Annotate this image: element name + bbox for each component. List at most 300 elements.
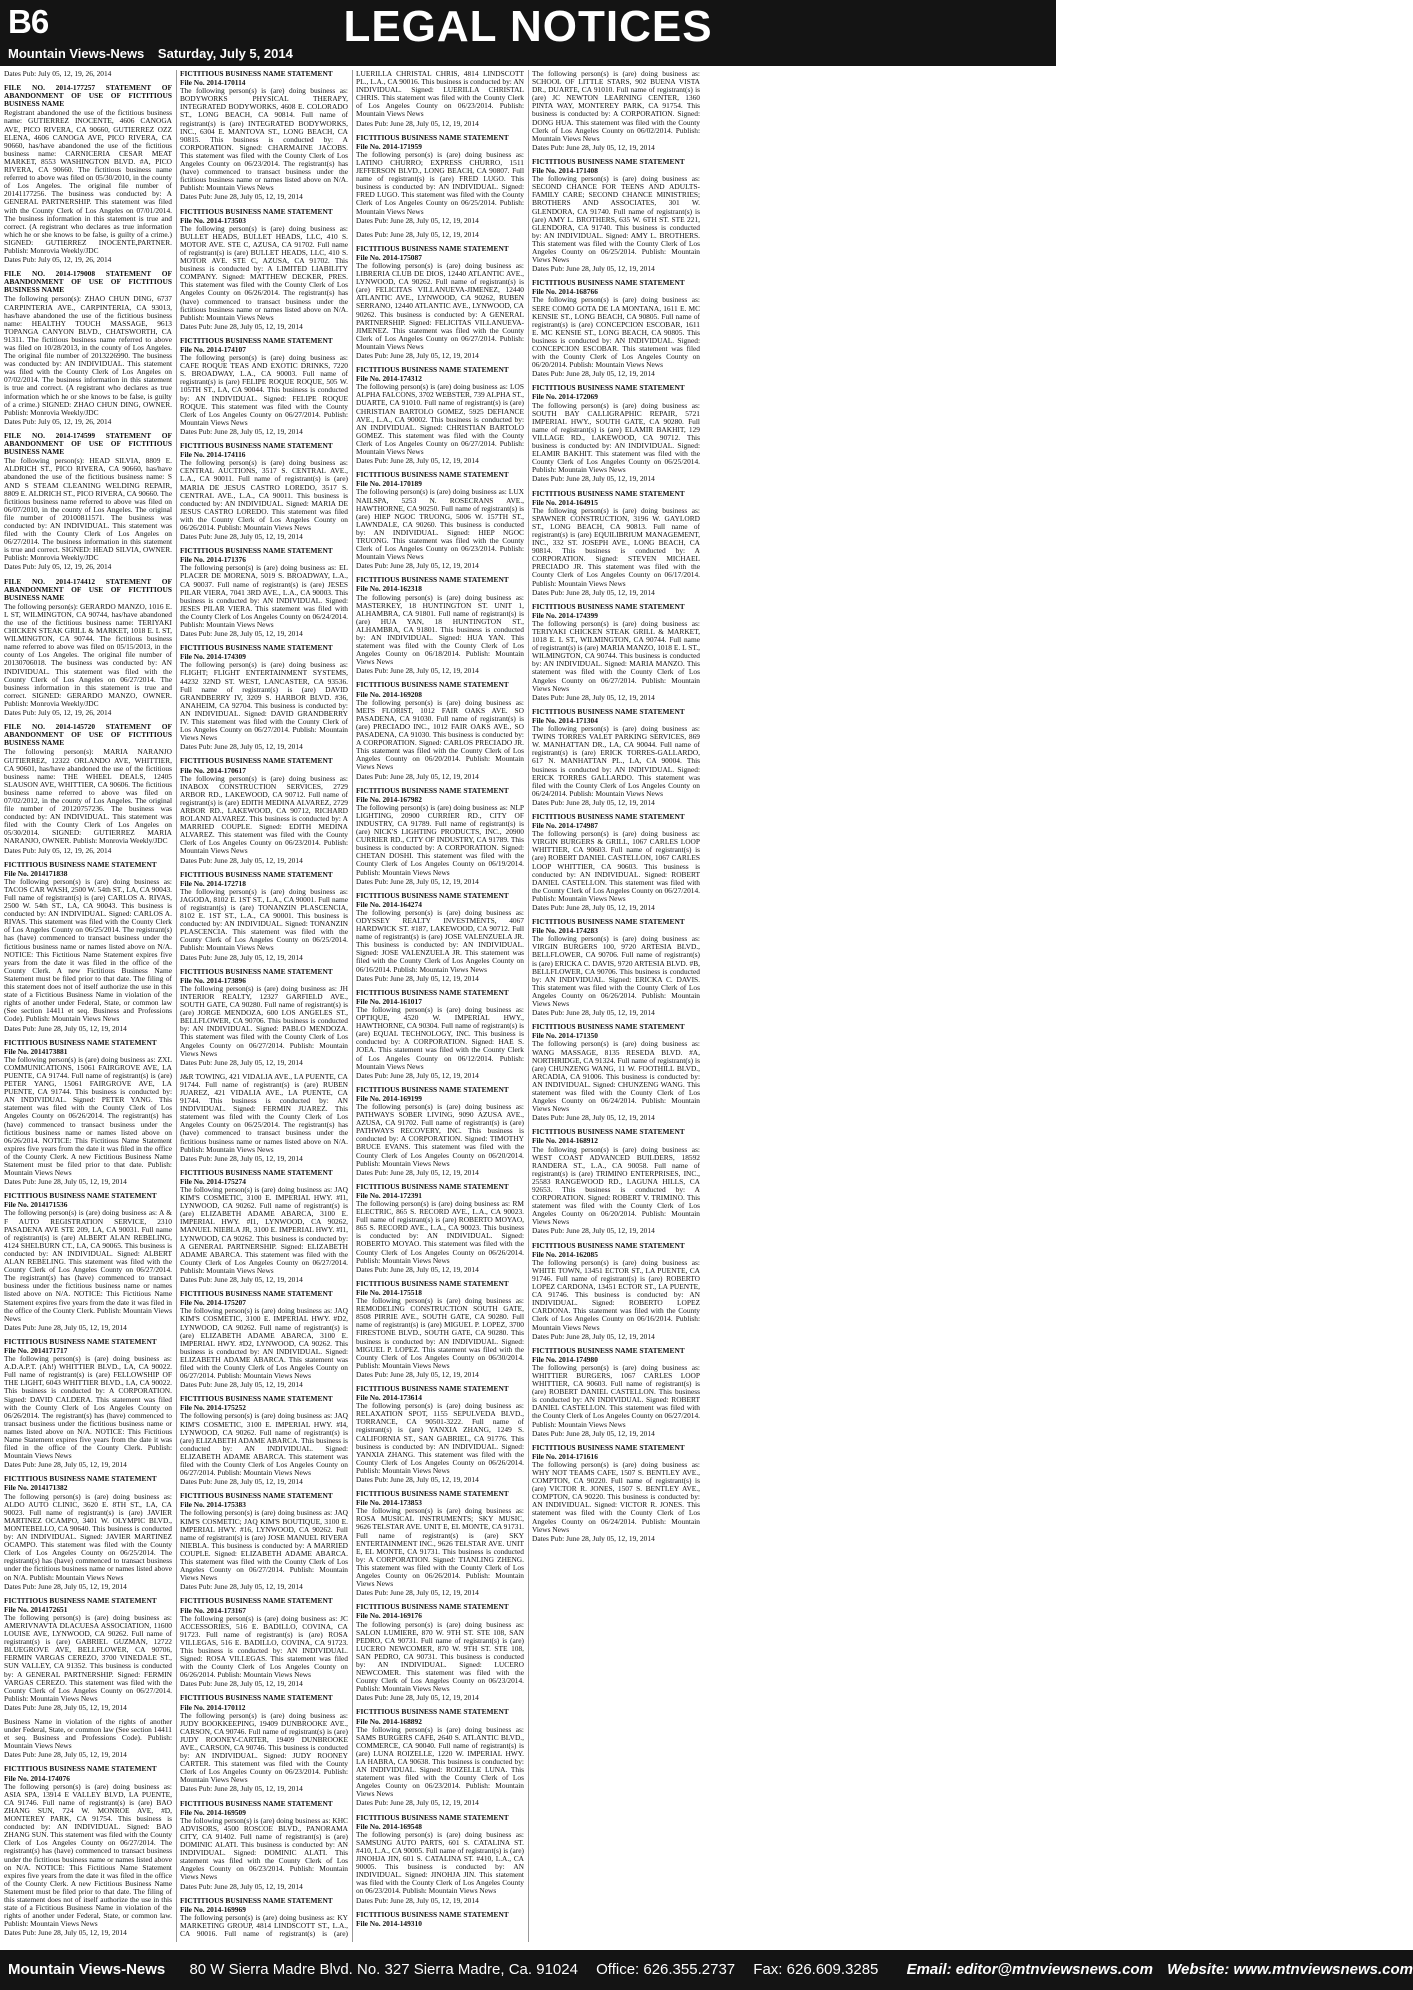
legal-notice [356,787,524,886]
notice-body: J&R TOWING, 421 VIDALIA AVE., LA PUENTE, CA 91744. Full name of registrant(s) is (are) RUBEN JUAREZ, 421 VIDALIA AVE., LA PUENTE, CA 91744. This business is conducted by: AN INDIVIDUAL. Signed: FERMIN JUAREZ. This statement was filed with the County Clerk of Los Angeles County on 06/25/2014. The registrant(s) has (have) commenced to transact business under the fictitious business name or names listed above on N/A. Publish: Mountain Views News [180,1071,348,1154]
notice-heading: FICTITIOUS BUSINESS NAME STATEMENT [180,966,333,976]
notice-file-number: File No. 2014-170189 [356,479,422,489]
notice-publication-dates: Dates Pub: June 28, July 05, 12, 19, 2014 [356,1070,479,1080]
notice-file-number: File No. 2014171717 [4,1345,68,1355]
notice-body: The following person(s) is (are) doing business as: ASIA SPA, 13914 E VALLEY BLVD, LA PUENTE, CA 91746. Full name of registrant(s) is (are) BAO ZHANG SUN, 724 W. MONROE AVE, #D, MONTEREY PARK, CA 91754. This business is conducted by: AN INDIVIDUAL. Signed: BAO ZHANG SUN. This statement was filed with the County Clerk of Los Angeles County on 06/27/2014. The registrant(s) has (have) commenced to transact business under the fictitious business name or names listed above on N/A. NOTICE: This Fictitious Name Statement expires five years from the date it was filed in the office of the County Clerk. A new Fictitious Business Name Statement must be filed prior to that date. The filing of this statement does not of itself authorize the use in this state of a Fictitious Business Name in violation of the rights of another under Federal, State, or common law. Publish: Mountain Views News [4,1781,172,1929]
notice-file-number: File No. 2014-169548 [356,1821,422,1831]
notice-body: The following person(s) is (are) doing business as: SAMSUNG AUTO PARTS, 601 S. CATALINA ST. #410, L.A., CA 90005. Full name of registrant(s) is (are) JINOHJA JIN, 601 S. CATALINA ST. #410, L.A., CA 90005. This business is conducted by: AN INDIVIDUAL. Signed: JINOHJA JIN. This statement was filed with the County Clerk of Los Angeles County on 06/23/2014. Publish: Mountain Views News [356,1829,524,1896]
notice-body: The following person(s) is (are) doing business as: SECOND CHANCE FOR TEENS AND ADULTS-FAMILY CARE; SECOND CHANCE MINISTRIES; BROTHERS AND ASSOCIATES, 301 W. GLENDORA, CA 91740. Full name of registrant(s) is (are) AMY L. BROTHERS, 635 W. 6TH ST. STE 221, GLENDORA, CA 91740. This business is conducted by: AN INDIVIDUAL. Signed: AMY L. BROTHERS. This statement was filed with the County Clerk of Los Angeles County on 06/25/2014. Publish: Mountain Views News [532,174,700,265]
notice-publication-dates: Dates Pub: June 28, July 05, 12, 19, 2014 [356,118,479,128]
notice-file-number: File No. 2014-173167 [180,1605,246,1615]
notice-publication-dates: Dates Pub: June 28, July 05, 12, 19, 2014 [180,1881,303,1891]
notice-file-number: File No. 2014-172069 [532,392,598,402]
notice-body: The following person(s) is (are) doing business as: SOUTH BAY CALLIGRAPHIC REPAIR, 5721 IMPERIAL HWY., SOUTH GATE, CA 90280. Full name of registrant(s) is (are) ELAMIR BAKHIT, 129 VILLAGE RD., LAKEWOOD, CA 90712. This business is conducted by: AN INDIVIDUAL. Signed: ELAMIR BAKHIT. This statement was filed with the County Clerk of Los Angeles County on 06/25/2014. Publish: Mountain Views News [532,400,700,475]
legal-notice [532,918,700,1017]
notice-file-number: File No. 2014-149310 [356,1918,422,1928]
notice-body: The following person(s) is (are) doing business as: WANG MASSAGE, 8135 RESEDA BLVD. #A, NORTHRIDGE, CA 91324. Full name of registrant(s) is (are) CHUNZENG WANG, 11 W. FOOTHILL BLVD., ARCADIA, CA 91006. This business is conducted by: AN INDIVIDUAL. Signed: CHUNZENG WANG. This statement was filed with the County Clerk of Los Angeles County on 06/24/2014. Publish: Mountain Views News [532,1039,700,1114]
notice-body: The following person(s) is (are) doing business as: A & F AUTO REGISTRATION SERVICE, 2310 PASADENA AVE STE 209, LA, CA 90031. Full name of registrant(s) is (are) ALBERT ALAN REBELING, 4124 SHELBURN CT., LA, CA 90065. This business is conducted by: AN INDIVIDUAL. Signed: ALBERT ALAN REBELING. This statement was filed with the County Clerk of Los Angeles County on 06/27/2014. The registrant(s) has (have) commenced to transact business under the fictitious business name or names listed above on N/A. NOTICE: This Fictitious Name Statement expires five years from the date it was filed in the office of the County Clerk. Publish: Mountain Views News [4,1208,172,1323]
notice-publication-dates: Dates Pub: June 28, July 05, 12, 19, 2014 [180,1057,303,1067]
legal-notice [180,968,348,1067]
notice-body: The following person(s) is (are) doing business as: MASTERKEY, 18 HUNTINGTON ST. UNIT 1, ALHAMBRA, CA 91801. Full name of registrant(s) is (are) HUA YAN, 18 HUNTINGTON ST., ALHAMBRA, CA 91801. This business is conducted by: AN INDIVIDUAL. Signed: HUA YAN. This statement was filed with the County Clerk of Los Angeles County on 06/18/2014. Publish: Mountain Views News [356,592,524,667]
notice-body: The following person(s) is (are) doing business as: VIRGIN BURGERS 100, 9720 ARTESIA BLVD., BELLFLOWER, CA 90706. Full name of registrant(s) is (are) ERICKA C. DAVIS, 9720 ARTESIA BLVD. #B, BELLFLOWER, CA 90706. This business is conducted by: AN INDIVIDUAL. Signed: ERICKA C. DAVIS. This statement was filed with the County Clerk of Los Angeles County on 06/26/2014. Publish: Mountain Views News [532,934,700,1009]
notice-body: The following person(s) is (are) doing business as: JUDY BOOKKEEPING, 19409 DUNBROOKE AVE., CARSON, CA 90746. Full name of registrant(s) is (are) JUDY ROONEY-CARTER, 19409 DUNBROOKE AVE., CARSON, CA 90746. This business is conducted by: AN INDIVIDUAL. Signed: JUDY ROONEY CARTER. This statement was filed with the County Clerk of Los Angeles County on 06/23/2014. Publish: Mountain Views News [180,1710,348,1785]
notice-heading: FILE NO. 2014-145720 STATEMENT OF ABANDONMENT OF USE OF FICTITIOUS BUSINESS NAME [4,722,172,748]
notice-heading: FILE NO. 2014-179008 STATEMENT OF ABANDONMENT OF USE OF FICTITIOUS BUSINESS NAME [4,269,172,295]
notice-publication-dates: Dates Pub: June 28, July 05, 12, 19, 2014 [532,692,655,702]
legal-notice [180,1073,348,1163]
notice-body: The following person(s) is (are) doing business as: BULLET HEADS, BULLET HEADS, LLC, 410 S. MOTOR AVE. STE C, AZUSA, CA 91702. Full name of registrant(s) is (are) BULLET HEADS, LLC, 410 S. MOTOR AVE. STE C, AZUSA, CA 91702. This business is conducted by: A LIMITED LIABILITY COMPANY. Signed: MATTHEW DECKER, PRES. This statement was filed with the County Clerk of Los Angeles County on 06/26/2014. The registrant(s) has (have) commenced to transact business under the fictitious business name or names listed above on N/A. Publish: Mountain Views News [180,223,348,322]
notice-body: The following person(s) is (are) doing business as: TWINS TORRES VALET PARKING SERVICES, 869 W. MANHATTAN DR., LA, CA 90044. Full name of registrant(s) is (are) ERICK TORRES-GALLARDO, 617 N. MANHATTAN PL., LA, CA 90004. This business is conducted by: AN INDIVIDUAL. Signed: ERICK TORRES GALLARDO. This statement was filed with the County Clerk of Los Angeles County on 06/24/2014. Publish: Mountain Views News [532,724,700,798]
notice-body: The following person(s) is (are) doing business as: TERIYAKI CHICKEN STEAK GRILL & MARKET, 1018 E. L ST., WILMINGTON, CA 90744. Full name of registrant(s) is (are) MARIA MANZO, 1018 E. L ST., WILMINGTON, CA 90744. This business is conducted by: AN INDIVIDUAL. Signed: MARIA MANZO. This statement was filed with the County Clerk of Los Angeles County on 06/27/2014. Publish: Mountain Views News [532,618,700,693]
notice-publication-dates: Dates Pub: June 28, July 05, 12, 19, 2014 [4,1928,127,1938]
notice-publication-dates: Dates Pub: June 28, July 05, 12, 19, 2014 [356,876,479,886]
issue-date: Saturday, July 5, 2014 [157,46,293,61]
notice-publication-dates: Dates Pub: June 28, July 05, 12, 19, 2014 [356,561,479,571]
notice-publication-dates: Dates Pub: June 28, July 05, 12, 19, 2014 [532,474,655,484]
legal-notice [4,70,172,78]
notice-body: The following person(s) is (are) doing business as: JAGODA, 8102 E. 1ST ST., L.A., CA 90001. Full name of registrant(s) is (are) TONANZIN PLASCENCIA, 8102 E. 1ST ST., L.A., CA 90001. This business is conducted by: AN INDIVIDUAL. Signed: TONANZIN PLASCENCIA. This statement was filed with the County Clerk of Los Angeles County on 06/25/2014. Publish: Mountain Views News [180,886,348,953]
notice-body: The following person(s) is (are) doing business as: JAQ KIM'S COSMETIC, 3100 E. IMPERIAL HWY. #D2, LYNWOOD, CA 90262. Full name of registrant(s) is (are) ELIZABETH ADAME ABARCA, 3100 E. IMPERIAL HWY. #D2, LYNWOOD, CA 90262. This business is conducted by: AN INDIVIDUAL. Signed: ELIZABETH ADAME ABARCA. This statement was filed with the County Clerk of Los Angeles County on 06/27/2014. Publish: Mountain Views News [180,1306,348,1381]
legal-notice [4,861,172,1033]
notice-file-number: File No. 2014-162085 [532,1249,598,1259]
legal-notice [356,989,524,1080]
notice-publication-dates: Dates Pub: June 28, July 05, 12, 19, 2014 [4,1023,127,1033]
legal-notice [356,892,524,983]
legal-notice [356,1183,524,1274]
notice-publication-dates: Dates Pub: June 28, July 05, 12, 19, 2014 [180,629,303,639]
notice-file-number: File No. 2014-175252 [180,1403,246,1413]
footer-fax: Fax: 626.609.3285 [753,1961,879,1978]
notice-file-number: File No. 2014-164274 [356,899,422,909]
notice-heading: FICTITIOUS BUSINESS NAME STATEMENT [532,383,685,393]
notice-file-number: File No. 2014171382 [4,1483,68,1493]
notice-publication-dates: Dates Pub: June 28, July 05, 12, 19, 2014 [532,1008,655,1018]
legal-notice [532,708,700,807]
footer-email: Email: editor@mtnviewsnews.com [906,1961,1153,1978]
notice-heading: FICTITIOUS BUSINESS NAME STATEMENT [356,1489,509,1499]
notice-file-number: File No. 2014-174309 [180,652,246,662]
notice-file-number: File No. 2014-174980 [532,1354,598,1364]
notice-publication-dates: Dates Pub: June 28, July 05, 12, 19, 2014 [180,1380,303,1390]
notice-body: The following person(s): GERARDO MANZO, 1016 E. L ST, WILMINGTON, CA 90744, has/have abandoned the use of the fictitious business name: TERIYAKI CHICKEN STEAK GRILL & MARKET, 1018 E. L ST, WILMINGTON, CA 90744. The fictitious business name referred to above was filed on 05/15/2013, in the county of Los Angeles. The original file number of 20130706018. The business was conducted by: AN INDIVIDUAL. This statement was filed with the County Clerk of Los Angeles on 06/27/2014. The business information in this statement is true and correct. SIGNED: GERARDO MANZO, OWNER. Publish: Monrovia Weekly/JDC [4,601,172,708]
page-number: B6 [8,3,49,40]
notice-heading: FICTITIOUS BUSINESS NAME STATEMENT [4,1191,157,1201]
notice-file-number: File No. 2014173881 [4,1046,68,1056]
notice-heading: FICTITIOUS BUSINESS NAME STATEMENT [356,785,509,795]
notice-heading: FILE NO. 2014-177257 STATEMENT OF ABANDONMENT OF USE OF FICTITIOUS BUSINESS NAME [4,83,172,109]
notice-publication-dates: Dates Pub: June 28, July 05, 12, 19, 2014 [356,771,479,781]
notice-body: The following person(s) is (are) doing business as: TACOS CAR WASH, 2500 W. 54th ST., LA, CA 90043. Full name of registrant(s) is (are) CARLOS A. RIVAS, 2500 W. 54th ST., LA, CA 90043. This business is conducted by: AN INDIVIDUAL. Signed: CARLOS A. RIVAS. This statement was filed with the County Clerk of Los Angeles County on 06/25/2014. The registrant(s) has (have) commenced to transact business under the fictitious business name or names listed above on N/A. NOTICE: This Fictitious Name Statement expires five years from the date it was filed in the office of the County Clerk. A new Fictitious Business Name Statement must be filed prior to that date. The filing of this statement does not of itself authorize the use in this state of a Fictitious Business Name in violation of the rights of another under Federal, State, or common law (See section 14411 et seq. Business and Professions Code). Publish: Mountain Views News [4,876,172,1024]
legal-notice [356,366,524,465]
notice-heading: FICTITIOUS BUSINESS NAME STATEMENT [356,1278,509,1288]
legal-notice [4,723,172,855]
notice-heading: FICTITIOUS BUSINESS NAME STATEMENT [180,756,333,766]
page-title: LEGAL NOTICES [343,2,713,51]
notice-heading: FICTITIOUS BUSINESS NAME STATEMENT [356,575,509,585]
notice-heading: FICTITIOUS BUSINESS NAME STATEMENT [532,1240,685,1250]
legal-notice [4,1338,172,1470]
notice-publication-dates: Dates Pub: June 28, July 05, 12, 19, 2014 [4,1322,127,1332]
notice-publication-dates: Dates Pub: June 28, July 05, 12, 19, 2014 [356,1693,479,1703]
legal-notice [532,490,700,597]
notice-heading: FICTITIOUS BUSINESS NAME STATEMENT [532,278,685,288]
notice-heading: FICTITIOUS BUSINESS NAME STATEMENT [180,206,333,216]
legal-notice [180,644,348,751]
legal-notice [4,1039,172,1187]
notice-file-number: File No. 2014-172391 [356,1190,422,1200]
notice-publication-dates: Dates Pub: June 28, July 05, 12, 19, 2014 [180,742,303,752]
notice-heading: FICTITIOUS BUSINESS NAME STATEMENT [532,811,685,821]
legal-notice [532,158,700,273]
notice-heading: FICTITIOUS BUSINESS NAME STATEMENT [532,1022,685,1032]
notice-file-number: File No. 2014-174312 [356,374,422,384]
notice-file-number: File No. 2014171536 [4,1200,68,1210]
notice-heading: FICTITIOUS BUSINESS NAME STATEMENT [180,546,333,556]
notice-heading: FICTITIOUS BUSINESS NAME STATEMENT [4,859,157,869]
notice-publication-dates: Dates Pub: June 28, July 05, 12, 19, 2014 [532,1428,655,1438]
notice-heading: FICTITIOUS BUSINESS NAME STATEMENT [356,890,509,900]
notice-publication-dates: Dates Pub: July 05, 12, 19, 26, 2014 [4,845,112,855]
notice-body: The following person(s) is (are) doing business as: NLP LIGHTING, 20900 CURRIER RD., CITY OF INDUSTRY, CA 91789. Full name of registrant(s) is (are) NICK'S LIGHTING PRODUCTS, INC., 20900 CURRIER RD., CITY OF INDUSTRY, CA 91789. This business is conducted by: A CORPORATION. Signed: CHETAN DOSHI. This statement was filed with the County Clerk of Los Angeles County on 06/19/2014. Publish: Mountain Views News [356,802,524,877]
notice-publication-dates: Dates Pub: June 28, July 05, 12, 19, 2014 [532,264,655,274]
notice-body: The following person(s) is (are) doing business as: RM ELECTRIC, 865 S. RECORD AVE., L.A., CA 90023. Full name of registrant(s) is (are) ROBERTO MOYAO, 865 S. RECORD AVE., L.A., CA 90023. This business is conducted by: AN INDIVIDUAL. Signed: ROBERTO MOYAO. This statement was filed with the County Clerk of Los Angeles County on 06/26/2014. Publish: Mountain Views News [356,1199,524,1265]
notice-file-number: File No. 2014-170114 [180,78,246,88]
notice-body: The following person(s) is (are) doing business as: ZXL COMMUNICATIONS, 15061 FAIRGROVE AVE, LA PUENTE, CA 91744. Full name of registrant(s) is (are) PETER YANG, 15061 FAIRGROVE AVE, LA PUENTE, CA 91744. This business is conducted by: AN INDIVIDUAL. Signed: PETER YANG. This statement was filed with the County Clerk of Los Angeles County on 06/26/2014. The registrant(s) has (have) commenced to transact business under the fictitious business name or names listed above on 06/26/2014. NOTICE: This Fictitious Name Statement expires five years from the date it was filed in the office of the County Clerk. A new Fictitious Business Name Statement must be filed prior to that date. Publish: Mountain Views News [4,1054,172,1178]
notice-publication-dates: Dates Pub: June 28, July 05, 12, 19, 2014 [4,1460,127,1470]
notice-heading: FILE NO. 2014-174412 STATEMENT OF ABANDONMENT OF USE OF FICTITIOUS BUSINESS NAME [4,576,172,602]
notice-body: The following person(s): ZHAO CHUN DING, 6737 CARPINTERIA AVE., CARPINTERIA, CA 93013, has/have abandoned the use of the fictitious business name: HEALTHY TOUCH MASSAGE, 9613 TOPANGA CANYON BLVD., CHATSWORTH, CA 91311. The fictitious business name referred to above was filed on 10/28/2013, in the county of Los Angeles. The original file number of 2013226990. The business was conducted by: AN INDIVIDUAL. This statement was filed with the County Clerk of Los Angeles on 07/02/2014. The business information in this statement is true and correct. (A registrant who declares as true information which he or she knows to be false, is guilty of a crime.) SIGNED: ZHAO CHUN DING, OWNER. Publish: Monrovia Weekly/JDC [4,294,172,417]
legal-notice [180,757,348,864]
notice-file-number: File No. 2014-171350 [532,1031,598,1041]
legal-notice [4,84,172,264]
legal-notice [4,578,172,718]
legal-notice [180,1694,348,1793]
notice-body: The following person(s) is (are) doing business as: WHITE TOWN, 13451 ECTOR ST., LA PUENTE, CA 91746. Full name of registrant(s) is (are) ROBERTO LOPEZ CARDONA, 13451 ECTOR ST., LA PUENTE, CA 91746. This business is conducted by: AN INDIVIDUAL. Signed: ROBERTO LOPEZ CARDONA. This statement was filed with the County Clerk of Los Angeles County on 06/16/2014. Publish: Mountain Views News [532,1257,700,1332]
legal-notice [356,471,524,570]
notice-heading: FICTITIOUS BUSINESS NAME STATEMENT [180,1596,333,1606]
notice-file-number: File No. 2014-174116 [180,450,246,460]
notice-publication-dates: Dates Pub: June 28, July 05, 12, 19, 2014 [532,142,655,152]
footer-address: 80 W Sierra Madre Blvd. No. 327 Sierra Madre, Ca. 91024 [189,1961,578,1978]
footer-website: Website: www.mtnviewsnews.com [1167,1961,1413,1978]
notice-publication-dates: Dates Pub: June 28, July 05, 12, 19, 2014 [532,903,655,912]
notice-heading: FICTITIOUS BUSINESS NAME STATEMENT [532,488,685,498]
notice-heading: FICTITIOUS BUSINESS NAME STATEMENT [180,1289,333,1299]
notice-body: The following person(s): HEAD SILVIA, 8809 E. ALDRICH ST., PICO RIVERA, CA 90660, has/have abandoned the use of the fictitious business name: S AND S STEAM CLEANING WELDING REPAIR, 8809 E. ALDRICH ST., PICO RIVERA, CA 90660. The fictitious business name referred to above was filed on 06/07/2010, in the county of Los Angeles. The original file number of 20100811571. The business was conducted by: AN INDIVIDUAL. This statement was filed with the County Clerk of Los Angeles on 06/27/2014. The business information in this statement is true and correct. SIGNED: HEAD SILVIA, OWNER. Publish: Monrovia Weekly/JDC [4,456,172,563]
legal-notice [4,1475,172,1590]
notice-body: The following person(s) is (are) doing business as: ALDO AUTO CLINIC, 3620 E. 8TH ST., LA, CA 90023. Full name of registrant(s) is (are) JAVIER MARTINEZ OCAMPO, 3401 W. OLYMPIC BLVD., MONTEBELLO, CA 90640. This business is conducted by: AN INDIVIDUAL. Signed: JAVIER MARTINEZ OCAMPO. This statement was filed with the County Clerk of Los Angeles County on 06/25/2014. The registrant(s) has (have) commenced to transact business under the fictitious business name or names listed above on N/A. Publish: Mountain Views News [4,1491,172,1582]
legal-notice [356,1708,524,1807]
notice-publication-dates: Dates Pub: June 28, July 05, 12, 19, 2014 [180,192,303,202]
notice-file-number: File No. 2014-173896 [180,975,246,985]
notice-publication-dates: Dates Pub: June 28, July 05, 12, 19, 2014 [356,1167,479,1177]
legal-notice [356,681,524,780]
notice-heading: FICTITIOUS BUSINESS NAME STATEMENT [180,643,333,653]
notice-file-number: File No. 2014-174076 [4,1773,70,1783]
notice-heading: FICTITIOUS BUSINESS NAME STATEMENT [180,335,333,345]
notice-body: The following person(s) is (are) doing business as: LOS ALPHA FALCONS, 3702 WEBSTER, 739 ALPHA ST., DUARTE, CA 91010. Full name of registrant(s) is (are) CHRISTIAN BARTOLO GOMEZ, 5925 DEFIANCE AVE., L.A., CA 90002. This business is conducted by: AN INDIVIDUAL. Signed: CHRISTIAN BARTOLO GOMEZ. This statement was filed with the County Clerk of Los Angeles County on 06/27/2014. Publish: Mountain Views News [356,382,524,457]
notice-body: The following person(s) is (are) doing business as: RELAXATION SPOT, 1155 SEPULVEDA BLVD., TORRANCE, CA 90501-3222. Full name of registrant(s) is (are) YANXIA ZHANG, 1249 S. CALIFORNIA ST., SAN GABRIEL, CA 91776. This business is conducted by: AN INDIVIDUAL. Signed: YANXIA ZHANG. This statement was filed with the County Clerk of Los Angeles County on 06/26/2014. Publish: Mountain Views News [356,1401,524,1475]
notice-heading: FICTITIOUS BUSINESS NAME STATEMENT [356,1084,509,1094]
notice-body: The following person(s) is (are) doing business as: KY MARKETING GROUP, 4814 LINDSCOTT ST., L.A., CA 90016. Full name of registrant(s) is (are) LUERILLA CHRISTAL CHRIS, 4814 LINDSCOTT PL., L.A., CA 90016. This business is conducted by: AN INDIVIDUAL. Signed: LUERILLA CHRISTAL CHRIS. This statement was filed with the County Clerk of Los Angeles County on 06/23/2014. Publish: Mountain Views News [180,69,524,1938]
notice-file-number: File No. 2014-170112 [180,1702,246,1712]
legal-notice [356,134,524,225]
notice-publication-dates: Dates Pub: June 28, July 05, 12, 19, 2014 [180,1784,303,1794]
notice-file-number: File No. 2014172651 [4,1604,68,1614]
notice-file-number: File No. 2014-174283 [532,926,598,936]
notice-heading: FICTITIOUS BUSINESS NAME STATEMENT [180,1491,333,1501]
notice-body: The following person(s) is (are) doing business as: CENTRAL AUCTIONS, 3517 S. CENTRAL AVE., L.A., CA 90011. Full name of registrant(s) is (are) MARIA DE JESUS CASTRO LOREDO, 3517 S. CENTRAL AVE., L.A., CA 90011. This business is conducted by: AN INDIVIDUAL. Signed: MARIA DE JESUS CASTRO LOREDO. This statement was filed with the County Clerk of Los Angeles County on 06/26/2014. Publish: Mountain Views News [180,458,348,532]
legal-notice [180,1290,348,1389]
legal-notice [180,871,348,962]
legal-notice [4,1718,172,1759]
notice-body: Registrant abandoned the use of the fictitious business name: GUTIERREZ INOCENTE, 4606 CANOGA AVE, PICO RIVERA, CA 90660, GUTIERREZ OZZ ELENA, 4606 CANOGA AVE, PICO RIVERA, CA 90660, has/have abandoned the use of the fictitious business name: CARNICERIA CESAR MEAT MARKET, 8553 WASHINGTON BLVD. #A, PICO RIVERA, CA 90660. The fictitious business name referred to above was filed on 05/30/2010, in the county of Los Angeles. The original file number of 20141177256. The business was conducted by: A GENERAL PARTNERSHIP. This statement was filed with the County Clerk of Los Angeles on 07/01/2014. The business information in this statement is true and correct. (A registrant who declares as true information which he or she knows to be false, is guilty of a crime.) SIGNED: GUTIERREZ INOCENTE,PARTNER. Publish: Monrovia Weekly/JDC [4,108,172,255]
legal-notice [532,1347,700,1438]
notice-heading: FICTITIOUS BUSINESS NAME STATEMENT [532,1442,685,1452]
notice-publication-dates: Dates Pub: June 28, July 05, 12, 19, 2014 [356,1264,479,1274]
legal-notice [356,231,524,239]
notice-body: The following person(s) is (are) doing business as: PATHWAYS SOBER LIVING, 9090 AZUSA AVE., AZUSA, CA 91702. Full name of registrant(s) is (are) PATHWAYS RECOVERY, INC. This business is conducted by: A CORPORATION. Signed: TIMOTHY BRUCE EVANS. This statement was filed with the County Clerk of Los Angeles County on 06/20/2014. Publish: Mountain Views News [356,1101,524,1168]
notice-publication-dates: Dates Pub: June 28, July 05, 12, 19, 2014 [356,666,479,676]
notice-publication-dates: Dates Pub: June 28, July 05, 12, 19, 2014 [532,1113,655,1123]
legal-notices-columns [4,70,1052,1942]
notice-body: The following person(s): MARIA NARANJO GUTIERREZ, 12322 ORLANDO AVE, WHITTIER, CA 90601, has/have abandoned the use of the fictitious business name: THE WHEEL DEALS, 12405 SLAUSON AVE, WHITTIER, CA 90606. The fictitious business name referred to above was filed on 07/02/2012, in the county of Los Angeles. The original file number of 20120757236. The business was conducted by: AN INDIVIDUAL. This statement was filed with the County Clerk of Los Angeles on 05/30/2014. SIGNED: GUTIERREZ MARIA NARANJO, OWNER. Publish: Monrovia Weekly/JDC [4,747,172,846]
notice-body: Dates Pub: June 28, July 05, 12, 19, 2014 [356,229,479,239]
legal-notice [356,1490,524,1597]
legal-notice [532,1128,700,1235]
notice-publication-dates: Dates Pub: June 28, July 05, 12, 19, 2014 [356,215,479,225]
legal-notice [180,1597,348,1688]
notice-publication-dates: Dates Pub: June 28, July 05, 12, 19, 2014 [532,369,655,379]
notice-file-number: File No. 2014-175207 [180,1298,246,1308]
notice-heading: FICTITIOUS BUSINESS NAME STATEMENT [180,1895,333,1905]
notice-heading: FICTITIOUS BUSINESS NAME STATEMENT [4,1336,157,1346]
notice-heading: FICTITIOUS BUSINESS NAME STATEMENT [180,1693,333,1703]
notice-body: The following person(s) is (are) doing business as: SPAWNER CONSTRUCTION, 3196 W. GAYLORD ST., LONG BEACH, CA 90813. Full name of registrant(s) is (are) EQUILIBRIUM MANAGEMENT, INC., 332 ST. JOSEPH AVE., LONG BEACH, CA 90814. This business is conducted by: A CORPORATION. Signed: STEVEN MICHAEL PRECIADO JR. This statement was filed with the County Clerk of Los Angeles County on 06/17/2014. Publish: Mountain Views News [532,505,700,588]
header-subbar [8,46,303,61]
notice-publication-dates: Dates Pub: June 28, July 05, 12, 19, 2014 [180,855,303,865]
legal-notice [356,1385,524,1484]
notice-heading: FICTITIOUS BUSINESS NAME STATEMENT [532,1345,685,1355]
notice-body: The following person(s) is (are) doing business as: INABOX CONSTRUCTION SERVICES, 2729 ARBOR RD., LAKEWOOD, CA 90712. Full name of registrant(s) is (are) EDITH MEDINA ALVAREZ, 2729 ARBOR RD., LAKEWOOD, CA 90712, RICHARD ROLAND ALVAREZ. This business is conducted by: A MARRIED COUPLE. Signed: EDITH MEDINA ALVAREZ. This statement was filed with the County Clerk of Los Angeles County on 06/23/2014. Publish: Mountain Views News [180,773,348,856]
legal-notice [356,576,524,675]
legal-notice [180,1395,348,1486]
notice-file-number: File No. 2014-172718 [180,878,246,888]
notice-heading: FICTITIOUS BUSINESS NAME STATEMENT [532,601,685,611]
legal-notice [356,245,524,360]
notice-file-number: File No. 2014-173853 [356,1498,422,1508]
page-header [0,0,1056,66]
notice-file-number: File No. 2014-171408 [532,166,598,176]
notice-body: The following person(s) is (are) doing business as: MEI'S FLORIST, 1012 FAIR OAKS AVE. SO PASADENA, CA 91030. Full name of registrant(s) is (are) PRECIADO INC., 1012 FAIR OAKS AVE., SO PASADENA, CA 91030. This business is conducted by: A CORPORATION. Signed: CARLOS PRECIADO JR. This statement was filed with the County Clerk of Los Angeles County on 06/20/2014. Publish: Mountain Views News [356,697,524,772]
legal-notice [180,70,348,202]
notice-file-number: File No. 2014-168892 [356,1716,422,1726]
notice-publication-dates: Dates Pub: June 28, July 05, 12, 19, 2014 [532,1226,655,1236]
notice-file-number: File No. 2014-175087 [356,252,422,262]
notice-file-number: File No. 2014-175518 [356,1287,422,1297]
notice-body: The following person(s) is (are) doing business as: WHY NOT TEAMS CAFE, 1507 S. BENTLEY AVE., COMPTON, CA 90220. Full name of registrant(s) is (are) VICTOR R. JONES, 1507 S. BENTLEY AVE., COMPTON, CA 90220. This business is conducted by: AN INDIVIDUAL. Signed: VICTOR R. JONES. This statement was filed with the County Clerk of Los Angeles County on 06/24/2014. Publish: Mountain Views News [532,1459,700,1534]
notice-file-number: File No. 2014-174399 [532,610,598,620]
legal-notice [356,1814,524,1905]
notice-file-number: File No. 2014-173614 [356,1393,422,1403]
notice-file-number: File No. 2014-171959 [356,141,422,151]
legal-notice [4,1192,172,1332]
notice-heading: FICTITIOUS BUSINESS NAME STATEMENT [356,132,509,142]
notice-file-number: File No. 2014-169969 [180,1904,246,1914]
notice-publication-dates: Dates Pub: June 28, July 05, 12, 19, 2014 [356,1475,479,1484]
notice-publication-dates: Dates Pub: June 28, July 05, 12, 19, 2014 [532,1331,655,1341]
notice-body: Dates Pub: July 05, 12, 19, 26, 2014 [4,69,112,78]
notice-publication-dates: Dates Pub: June 28, July 05, 12, 19, 2014 [180,1275,303,1285]
legal-notice [180,1800,348,1891]
notice-file-number: File No. 2014-169509 [180,1807,246,1817]
notice-body: The following person(s) is (are) doing business as: SERE COMO GOTA DE LA MONTANA, 1611 E. MC KENSIE ST., LONG BEACH, CA 90805. Full name of registrant(s) is (are) CONCEPCION ESCOBAR, 1611 E. MC KENSIE ST., LONG BEACH, CA 90805. This business is conducted by: AN INDIVIDUAL. Signed: CONCEPCION ESCOBAR. This statement was filed with the County Clerk of Los Angeles County on 06/20/2014. Publish: Mountain Views News [532,295,700,370]
legal-notice [180,208,348,331]
notice-body: The following person(s) is (are) doing business as: SCHOOL OF LITTLE STARS, 902 BUENA VISTA DR., DUARTE, CA 91010. Full name of registrant(s) is (are) JC NEWTON LEARNING CENTER, 1360 PINTA WAY, MONTEREY PARK, CA 91754. This business is conducted by: A CORPORATION. Signed: DONG HUA. This statement was filed with the County Clerk of Los Angeles County on 06/02/2014. Publish: Mountain Views News [532,69,700,143]
page-footer [0,1950,1413,1990]
notice-body: The following person(s) is (are) doing business as: OPTIQUE, 4520 W. IMPERIAL HWY., HAWTHORNE, CA 90304. Full name of registrant(s) is (are) EQUAL TECHNOLOGY, INC. This business is conducted by: A CORPORATION. Signed: HAE S. JOEA. This statement was filed with the County Clerk of Los Angeles County on 06/12/2014. Publish: Mountain Views News [356,1004,524,1071]
notice-file-number: File No. 2014-167982 [356,794,422,804]
notice-body: The following person(s) is (are) doing business as: ODYSSEY REALTY INVESTMENTS, 4067 HARDWICK ST. #187, LAKEWOOD, CA 90712. Full name of registrant(s) is (are) JOSE VALENZUELA JR. This business is conducted by: AN INDIVIDUAL. Signed: JOSE VALENZUELA JR. This statement was filed with the County Clerk of Los Angeles County on 06/16/2014. Publish: Mountain Views News [356,907,524,974]
notice-publication-dates: Dates Pub: June 28, July 05, 12, 19, 2014 [356,1798,479,1808]
legal-notice [4,270,172,426]
legal-notice [356,1086,524,1177]
legal-notice [180,1169,348,1284]
notice-file-number: File No. 2014-161017 [356,996,422,1006]
notice-heading: FICTITIOUS BUSINESS NAME STATEMENT [356,243,509,253]
notice-heading: FICTITIOUS BUSINESS NAME STATEMENT [356,1812,509,1822]
notice-body: The following person(s) is (are) doing business as: LATINO CHURRO; EXPRESS CHURRO, 1511 JEFFERSON BLVD., LONG BEACH, CA 90807. Full name of registrant(s) is (are) FRED LUGO. This business is conducted by: AN INDIVIDUAL. Signed: FRED LUGO. This statement was filed with the County Clerk of Los Angeles County on 06/25/2014. Publish: Mountain Views News [356,149,524,216]
notice-publication-dates: Dates Pub: June 28, July 05, 12, 19, 2014 [180,321,303,331]
notice-publication-dates: Dates Pub: July 05, 12, 19, 26, 2014 [4,708,112,718]
notice-file-number: File No. 2014-171304 [532,715,598,725]
notice-heading: FICTITIOUS BUSINESS NAME STATEMENT [356,1383,509,1393]
notice-body: The following person(s) is (are) doing business as: JC ACCESSORIES, 516 E. BADILLO, COVINA, CA 91723. Full name of registrant(s) is (are) ROSA VILLEGAS, 516 E. BADILLO, COVINA, CA 91723. This business is conducted by: AN INDIVIDUAL. Signed: ROSA VILLEGAS. This statement was filed with the County Clerk of Los Angeles County on 06/26/2014. Publish: Mountain Views News [180,1613,348,1680]
notice-publication-dates: Dates Pub: June 28, July 05, 12, 19, 2014 [180,1477,303,1487]
footer-paper-name: Mountain Views-News [8,1961,166,1978]
notice-body: The following person(s) is (are) doing business as: FLIGHT; FLIGHT ENTERTAINMENT SYSTEMS, 44232 32ND ST. WEST, LANCASTER, CA 93536. Full name of registrant(s) is (are) DAVID GRANDBERRY IV, 3209 S. HARBOR BLVD. #36, ANAHEIM, CA 92704. This business is conducted by: AN INDIVIDUAL. Signed: DAVID GRANDBERRY IV. This statement was filed with the County Clerk of Los Angeles County on 06/27/2014. Publish: Mountain Views News [180,660,348,743]
notice-publication-dates: Dates Pub: June 28, July 05, 12, 19, 2014 [180,426,303,436]
notice-publication-dates: Dates Pub: July 05, 12, 19, 26, 2014 [4,416,112,426]
notice-file-number: File No. 2014-164915 [532,497,598,507]
notice-body: The following person(s) is (are) doing business as: VIRGIN BURGERS & GRILL, 1067 CARLES LOOP WHITTIER, CA 90603. Full name of registrant(s) is (are) ROBERT DANIEL CASTELLON, 1067 CARLES LOOP WHITTIER, CA 90603. This business is conducted by: AN INDIVIDUAL. Signed: ROBERT DANIEL CASTELLON. This statement was filed with the County Clerk of Los Angeles County on 06/27/2014. Publish: Mountain Views News [532,829,700,903]
notice-publication-dates: Dates Pub: July 05, 12, 19, 26, 2014 [4,255,112,265]
legal-notice [532,813,700,912]
notice-heading: FICTITIOUS BUSINESS NAME STATEMENT [356,1602,509,1612]
notice-publication-dates: Dates Pub: June 28, July 05, 12, 19, 2014 [356,1588,479,1598]
notice-file-number: File No. 2014-169199 [356,1093,422,1103]
notice-body: The following person(s) is (are) doing business as: BODYWORKS PHYSICAL THERAPY, INTEGRATED BODYWORKS, 4608 E. COLORADO ST., LONG BEACH, CA 90814. Full name of registrant(s) is (are) INTEGRATED BODYWORKS, INC., 6304 E. MANTOVA ST., LONG BEACH, CA 90815. This business is conducted by: A CORPORATION. Signed: CHARMAINE JACOBS. This statement was filed with the County Clerk of Los Angeles County on 06/23/2014. The registrant(s) has (have) commenced to transact business under the fictitious business name or names listed above on N/A. Publish: Mountain Views News [180,86,348,193]
notice-publication-dates: Dates Pub: June 28, July 05, 12, 19, 2014 [532,797,655,807]
notice-file-number: File No. 2014-168766 [532,287,598,297]
notice-publication-dates: Dates Pub: June 28, July 05, 12, 19, 2014 [180,1582,303,1592]
notice-heading: FILE NO. 2014-174599 STATEMENT OF ABANDONMENT OF USE OF FICTITIOUS BUSINESS NAME [4,430,172,457]
notice-heading: FICTITIOUS BUSINESS NAME STATEMENT [4,1764,157,1774]
notice-body: The following person(s) is (are) doing business as: LIBRERIA CLUB DE DIOS, 12440 ATLANTIC AVE., LYNWOOD, CA 90262. Full name of registrant(s) is (are) FELICITAS VILLANUEVA-JIMENEZ, 12440 ATLANTIC AVE., LYNWOOD, CA 90262, RUBEN SERRANO, 12440 ATLANTIC AVE., LYNWOOD, CA 90262. This business is conducted by: A GENERAL PARTNERSHIP. Signed: FELICITAS VILLANUEVA-JIMENEZ. This statement was filed with the County Clerk of Los Angeles County on 06/27/2014. Publish: Mountain Views News [356,260,524,351]
notice-publication-dates: Dates Pub: June 28, July 05, 12, 19, 2014 [4,1702,127,1712]
notice-publication-dates: Dates Pub: June 28, July 05, 12, 19, 2014 [356,456,479,466]
paper-name: Mountain Views-News [8,46,145,61]
notice-heading: FICTITIOUS BUSINESS NAME STATEMENT [180,1394,333,1404]
notice-body: The following person(s) is (are) doing business as: EL PLACER DE MORENA, 5019 S. BROADWAY, L.A., CA 90037. Full name of registrant(s) is (are) JESES PILAR VIERA, 7041 3RD AVE., L.A., CA 90003. This business is conducted by: AN INDIVIDUAL. Signed: JESES PILAR VIERA. This statement was filed with the County Clerk of Los Angeles County on 06/24/2014. Publish: Mountain Views News [180,563,348,629]
notice-heading: FICTITIOUS BUSINESS NAME STATEMENT [356,1707,509,1717]
notice-heading: FICTITIOUS BUSINESS NAME STATEMENT [356,680,509,690]
notice-body: The following person(s) is (are) doing business as: ROSA MUSICAL INSTRUMENTS; SKY MUSIC, 9626 TELSTAR AVE. UNIT E, EL MONTE, CA 91731. Full name of registrant(s) is (are) SKY ENTERTAINMENT INC., 9626 TELSTAR AVE. UNIT E, EL MONTE, CA 91731. This business is conducted by: A CORPORATION. Signed: TIANLING ZHENG. This statement was filed with the County Clerk of Los Angeles County on 06/26/2014. Publish: Mountain Views News [356,1506,524,1589]
legal-notice [4,1597,172,1712]
notice-file-number: File No. 2014-168912 [532,1136,598,1146]
notice-body: The following person(s) is (are) doing business as: LUX NAILSPA, 5253 N. ROSECRANS AVE., HAWTHORNE, CA 90250. Full name of registrant(s) is (are) HIEP NGOC TRUONG, 5006 W. 157TH ST., LAWNDALE, CA 90260. This business is conducted by: AN INDIVIDUAL. Signed: HIEP NGOC TRUONG. This statement was filed with the County Clerk of Los Angeles County on 06/23/2014. Publish: Mountain Views News [356,487,524,562]
legal-notice [180,547,348,638]
notice-heading: FICTITIOUS BUSINESS NAME STATEMENT [356,1181,509,1191]
notice-body: The following person(s) is (are) doing business as: SAMS BURGERS CAFE, 2640 S. ATLANTIC BLVD., COMMERCE, CA 90040. Full name of registrant(s) is (are) LUNA ROIZELLE, 1220 W. IMPERIAL HWY. LA HABRA, CA 90638. This business is conducted by: AN INDIVIDUAL. Signed: ROIZELLE LUNA. This statement was filed with the County Clerk of Los Angeles County on 06/23/2014. Publish: Mountain Views News [356,1724,524,1799]
notice-publication-dates: Dates Pub: June 28, July 05, 12, 19, 2014 [4,1581,127,1591]
legal-notice [180,337,348,436]
notice-file-number: File No. 2014-169176 [356,1611,422,1621]
notice-file-number: File No. 2014-173503 [180,215,246,225]
notice-publication-dates: Dates Pub: June 28, July 05, 12, 19, 2014 [356,351,479,360]
notice-file-number: File No. 2014-162318 [356,584,422,594]
notice-body: Business Name in violation of the rights of another under Federal, State, or common law (See section 14411 et seq. Business and Professions Code). Publish: Mountain Views News [4,1717,172,1751]
notice-body: The following person(s) is (are) doing business as: REMODELING CONSTRUCTION SOUTH GATE, 8508 PIRRIE AVE., SOUTH GATE, CA 90280. Full name of registrant(s) is (are) MIGUEL P. LOPEZ, 3700 FIRESTONE BLVD., SOUTH GATE, CA 90280. This business is conducted by: AN INDIVIDUAL. Signed: MIGUEL P. LOPEZ. This statement was filed with the County Clerk of Los Angeles County on 06/30/2014. Publish: Mountain Views News [356,1296,524,1370]
notice-body: The following person(s) is (are) doing business as: A.D.A.P.T. (Ah!) WHITTIER BLVD., LA, CA 90022. Full name of registrant(s) is (are) FELLOWSHIP OF THE LIGHT, 6043 WHITTIER BLVD., LA, CA 90022. This business is conducted by: A CORPORATION. Signed: DAVID CALDERA. This statement was filed with the County Clerk of Los Angeles County on 06/26/2014. The registrant(s) has (have) commenced to transact business under the fictitious business name or names listed above on N/A. NOTICE: This Fictitious Name Statement expires five years from the date it was filed in the office of the County Clerk. Publish: Mountain Views News [4,1354,172,1461]
notice-heading: FICTITIOUS BUSINESS NAME STATEMENT [532,1127,685,1137]
legal-notice [180,442,348,541]
notice-file-number: File No. 2014-169208 [356,689,422,699]
notice-heading: FICTITIOUS BUSINESS NAME STATEMENT [180,869,333,879]
notice-file-number: File No. 2014-175274 [180,1176,246,1186]
notice-publication-dates: Dates Pub: June 28, July 05, 12, 19, 2014 [4,1177,127,1187]
notice-file-number: File No. 2014-171616 [532,1451,598,1461]
notice-heading: FICTITIOUS BUSINESS NAME STATEMENT [532,917,685,927]
notice-heading: FICTITIOUS BUSINESS NAME STATEMENT [532,156,685,166]
legal-notice [532,1242,700,1341]
notice-body: The following person(s) is (are) doing business as: WHITTIER BURGERS, 1067 CARLES LOOP WHITTIER, CA 90603. Full name of registrant(s) is (are) ROBERT DANIEL CASTELLON. This business is conducted by: AN INDIVIDUAL. Signed: ROBERT DANIEL CASTELLON. This statement was filed with the County Clerk of Los Angeles County on 06/27/2014. Publish: Mountain Views News [532,1362,700,1429]
notice-publication-dates: Dates Pub: June 28, July 05, 12, 19, 2014 [180,952,303,962]
legal-notice [4,1765,172,1937]
notice-heading: FICTITIOUS BUSINESS NAME STATEMENT [180,441,333,451]
notice-body: The following person(s) is (are) doing business as: KHC ADVISORS, 4500 ROSCOE BLVD., PANORAMA CITY, CA 91402. Full name of registrant(s) is (are) DOMINIC ALATI. This business is conducted by: AN INDIVIDUAL. Signed: DOMINIC ALATI. This statement was filed with the County Clerk of Los Angeles County on 06/23/2014. Publish: Mountain Views News [180,1815,348,1882]
legal-notice [532,279,700,378]
notice-publication-dates: Dates Pub: June 28, July 05, 12, 19, 2014 [356,1369,479,1379]
notice-body: The following person(s) is (are) doing business as: JH INTERIOR REALTY, 12327 GARFIELD AVE., SOUTH GATE, CA 90280. Full name of registrant(s) is (are) JORGE MENDOZA, 600 LOS ANGELES ST., BELLFLOWER, CA 90706. This business is conducted by: AN INDIVIDUAL. Signed: PABLO MENDOZA. This statement was filed with the County Clerk of Los Angeles County on 06/27/2014. Publish: Mountain Views News [180,983,348,1058]
legal-notice [4,432,172,572]
notice-publication-dates: Dates Pub: July 05, 12, 19, 26, 2014 [4,562,112,572]
notice-body: The following person(s) is (are) doing business as: AMERIVNAVTA DLACUESA ASSOCIATION, 11600 LOUISE AVE, LYNWOOD, CA 90262. Full name of registrant(s) is (are) GABRIEL GUZMAN, 12722 BLUEGROVE AVE, BELLFLOWER, CA 90706, FERMIN VARGAS CEREZO, 3700 VINEDALE ST., SUN VALLEY, CA 91352. This business is conducted by: A GENERAL PARTNERSHIP. Signed: FERMIN VARGAS CEREZO. This statement was filed with the County Clerk of Los Angeles County on 06/27/2014. Publish: Mountain Views News [4,1612,172,1703]
notice-heading: FICTITIOUS BUSINESS NAME STATEMENT [180,1167,333,1177]
notice-heading: FICTITIOUS BUSINESS NAME STATEMENT [356,470,509,480]
notice-body: The following person(s) is (are) doing business as: JAQ KIM'S COSMETIC; JAQ KIM'S BOUTIQUE, 3100 E. IMPERIAL HWY. #16, LYNWOOD, CA 90262. Full name of registrant(s) is (are) JOSE MANUEL RIVERA NIEBLA. This business is conducted by: A MARRIED COUPLE. Signed: ELIZABETH ADAME ABARCA. This statement was filed with the County Clerk of Los Angeles County on 06/27/2014. Publish: Mountain Views News [180,1508,348,1583]
notice-body: The following person(s) is (are) doing business as: WEST COAST ADVANCED BUILDERS, 18592 RANDERA ST., L.A., CA 90058. Full name of registrant(s) is (are) TRIMINO ENTERPRISES, INC., 25583 RANGEWOOD RD., LAGUNA HILLS, CA 92653. This business is conducted by: A CORPORATION. Signed: ROBERT V. TRIMINO. This statement was filed with the County Clerk of Los Angeles County on 06/20/2014. Publish: Mountain Views News [532,1144,700,1227]
notice-heading: FICTITIOUS BUSINESS NAME STATEMENT [4,1595,157,1605]
legal-notice [532,603,700,702]
notice-publication-dates: Dates Pub: June 28, July 05, 12, 19, 2014 [532,587,655,597]
notice-heading: FICTITIOUS BUSINESS NAME STATEMENT [180,1798,333,1808]
notice-body: The following person(s) is (are) doing business as: SALON LUMIERE, 870 W. 9TH ST. STE 108, SAN PEDRO, CA 90731. Full name of registrant(s) is (are) LUCERO NEWCOMER, 870 W. 9TH ST. STE 108, SAN PEDRO, CA 90731. This business is conducted by: AN INDIVIDUAL. Signed: LUCERO NEWCOMER. This statement was filed with the County Clerk of Los Angeles County on 06/23/2014. Publish: Mountain Views News [356,1619,524,1694]
notice-publication-dates: Dates Pub: June 28, July 05, 12, 19, 2014 [532,1533,655,1543]
legal-notice [532,1023,700,1122]
footer-office-phone: Office: 626.355.2737 [596,1961,736,1978]
legal-notice [180,1492,348,1591]
notice-file-number: File No. 2014-170617 [180,765,246,775]
notice-publication-dates: Dates Pub: June 28, July 05, 12, 19, 2014 [180,532,303,542]
notice-publication-dates: Dates Pub: June 28, July 05, 12, 19, 2014 [180,1153,303,1163]
notice-publication-dates: Dates Pub: June 28, July 05, 12, 19, 2014 [356,973,479,983]
notice-heading: FICTITIOUS BUSINESS NAME STATEMENT [4,1474,157,1484]
legal-notice [532,1444,700,1543]
notice-file-number: File No. 2014-175383 [180,1500,246,1510]
notice-file-number: File No. 2014-171376 [180,555,246,565]
notice-file-number: File No. 2014-174987 [532,821,598,831]
